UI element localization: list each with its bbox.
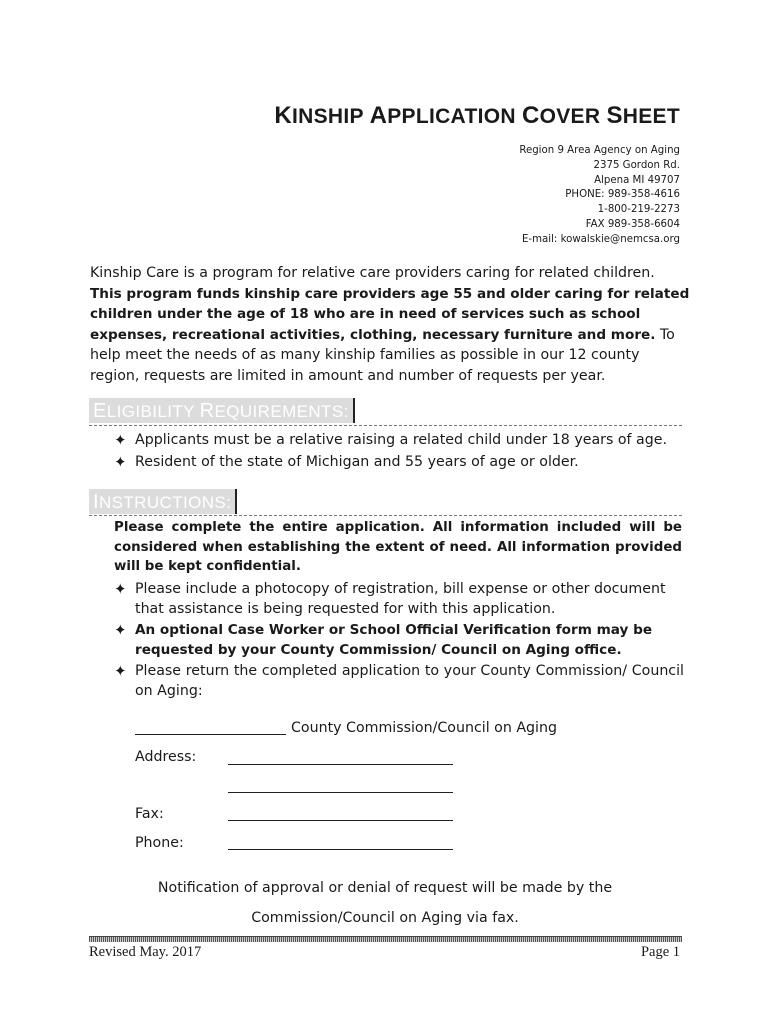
eligibility-item: ✦ Applicants must be a relative raising a related child under 18 years of age.: [114, 431, 667, 449]
phone-field[interactable]: [228, 849, 453, 850]
address-line: 2375 Gordon Rd.: [593, 159, 680, 171]
notification-notice-line2: Commission/Council on Aging via fax.: [251, 910, 519, 926]
address-line: Region 9 Area Agency on Aging: [519, 145, 680, 156]
section-divider: [89, 515, 682, 516]
document-title: KINSHIP APPLICATION COVER SHEET: [274, 102, 680, 129]
revision-date: Revised May. 2017: [89, 944, 202, 960]
address-label: Address:: [135, 749, 197, 765]
four-point-star-icon: ✦: [114, 621, 127, 639]
four-point-star-icon: ✦: [114, 580, 127, 598]
agency-address: [519, 144, 680, 248]
address-line: E-mail: kowalskie@nemcsa.org: [521, 233, 680, 245]
eligibility-item: ✦ Resident of the state of Michigan and 55 years of age or older.: [114, 453, 579, 471]
eligibility-heading: ELIGIBILITY REQUIREMENTS:: [89, 398, 355, 424]
commission-label: County Commission/Council on Aging: [291, 720, 557, 736]
instruction-item: ✦ An optional Case Worker or School Official Verification form may be requested by your County Commission/ Council on Aging office.: [114, 621, 653, 658]
instructions-confidential-note: Please complete the entire application. All information included will be considered when establishing the extent of need. All information provided will be kept confidential.: [114, 520, 682, 574]
four-point-star-icon: ✦: [114, 662, 127, 680]
instruction-item: ✦ Please return the completed application to your County Commission/ Council on Aging:: [114, 662, 684, 699]
address-line: Alpena MI 49707: [594, 174, 680, 186]
commission-name-field[interactable]: [135, 734, 286, 735]
address-field-line2[interactable]: [228, 792, 453, 793]
fax-label: Fax:: [135, 806, 164, 822]
address-line: FAX 989-358-6604: [585, 218, 680, 230]
footer-divider: [89, 936, 682, 942]
intro-paragraph: [90, 263, 690, 386]
intro-text-continued: To help meet the needs of as many kinship families as possible in our 12 county region, requests are limited in amount and number of requests per year.: [90, 326, 675, 384]
four-point-star-icon: ✦: [114, 453, 127, 471]
notification-notice-line1: Notification of approval or denial of request will be made by the: [157, 880, 613, 896]
fax-field[interactable]: [228, 820, 453, 821]
four-point-star-icon: ✦: [114, 431, 127, 449]
phone-label: Phone:: [135, 835, 184, 851]
address-field-line1[interactable]: [228, 764, 453, 765]
address-line: PHONE: 989-358-4616: [565, 189, 680, 201]
address-line: 1-800-219-2273: [597, 204, 680, 216]
section-divider: [89, 425, 682, 426]
page-number: Page 1: [640, 944, 680, 960]
intro-text: Kinship Care is a program for relative care providers caring for related children.: [90, 265, 655, 281]
instruction-item: ✦ Please include a photocopy of registration, bill expense or other document that assistance is being requested for with this application.: [114, 580, 666, 617]
instructions-heading: INSTRUCTIONS:: [89, 489, 237, 515]
intro-bold-text: This program funds kinship care providers age 55 and older caring for related children under the age of 18 who are in need of services such as school expenses, recreational activities, clothing, necessary furniture and more.: [90, 285, 690, 343]
